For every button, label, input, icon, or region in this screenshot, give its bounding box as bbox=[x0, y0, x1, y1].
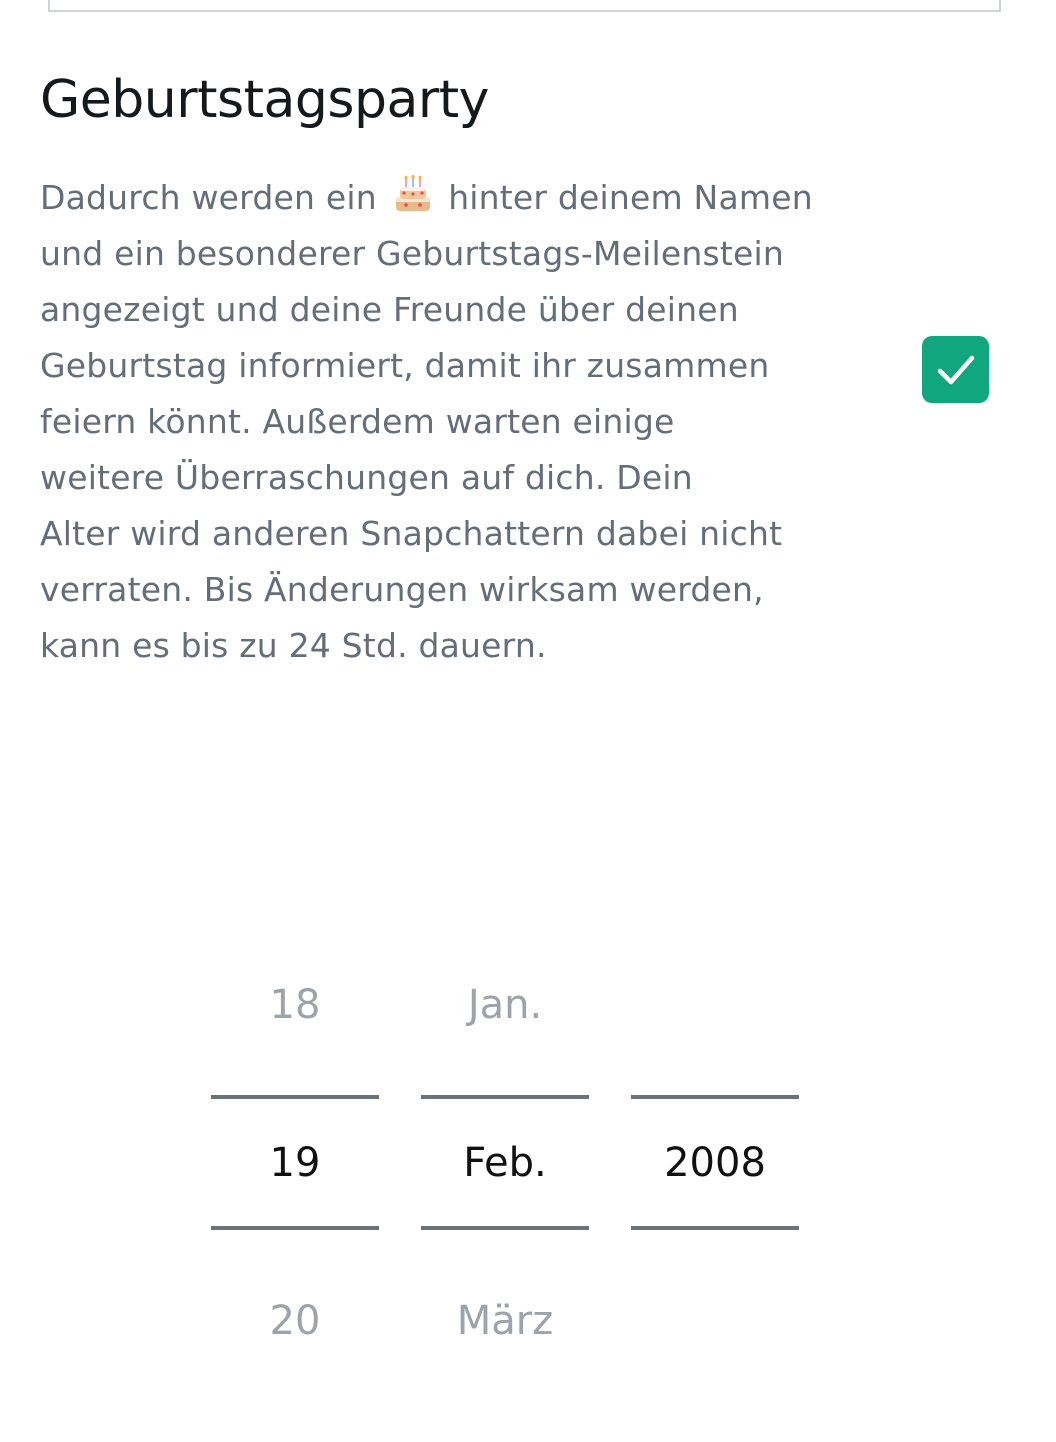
description-line-7: Alter wird anderen Snapchattern dabei nicht bbox=[40, 514, 783, 553]
day-wheel[interactable] bbox=[211, 940, 379, 1380]
description-line-8: verraten. Bis Änderungen wirksam werden, bbox=[40, 570, 764, 609]
birthday-cake-icon bbox=[392, 175, 434, 215]
description-line-1-start: Dadurch werden ein bbox=[40, 178, 388, 217]
month-wheel[interactable] bbox=[421, 940, 589, 1380]
description-line-1 bbox=[40, 170, 900, 226]
month-option-previous[interactable]: Jan. bbox=[467, 982, 543, 1028]
description-line-1-end: hinter deinem Namen bbox=[437, 178, 813, 217]
previous-field-box bbox=[48, 0, 1001, 12]
birthday-party-description bbox=[40, 170, 900, 674]
birthday-party-checkbox[interactable] bbox=[922, 336, 989, 403]
day-selection-line-bottom bbox=[211, 1226, 379, 1230]
year-option-selected[interactable]: 2008 bbox=[664, 1140, 766, 1186]
birthday-date-picker[interactable] bbox=[0, 940, 1056, 1380]
day-selection-line-top bbox=[211, 1095, 379, 1099]
month-selection-line-top bbox=[421, 1095, 589, 1099]
year-wheel[interactable] bbox=[631, 940, 799, 1380]
description-line-5: feiern könnt. Außerdem warten einige bbox=[40, 402, 675, 441]
description-line-2: und ein besonderer Geburtstags-Meilenstein bbox=[40, 234, 785, 273]
year-selection-line-top bbox=[631, 1095, 799, 1099]
month-option-next[interactable]: März bbox=[456, 1298, 554, 1344]
year-selection-line-bottom bbox=[631, 1226, 799, 1230]
day-option-selected[interactable]: 19 bbox=[269, 1140, 321, 1186]
checkmark-icon bbox=[932, 346, 980, 394]
day-option-next[interactable]: 20 bbox=[269, 1298, 321, 1344]
day-option-previous[interactable]: 18 bbox=[269, 982, 321, 1028]
description-line-4: Geburtstag informiert, damit ihr zusammen bbox=[40, 346, 770, 385]
month-selection-line-bottom bbox=[421, 1226, 589, 1230]
description-line-6: weitere Überraschungen auf dich. Dein bbox=[40, 458, 693, 497]
month-option-selected[interactable]: Feb. bbox=[463, 1140, 547, 1186]
description-line-3: angezeigt und deine Freunde über deinen bbox=[40, 290, 739, 329]
description-line-9: kann es bis zu 24 Std. dauern. bbox=[40, 626, 547, 665]
section-title: Geburtstagsparty bbox=[40, 70, 489, 130]
